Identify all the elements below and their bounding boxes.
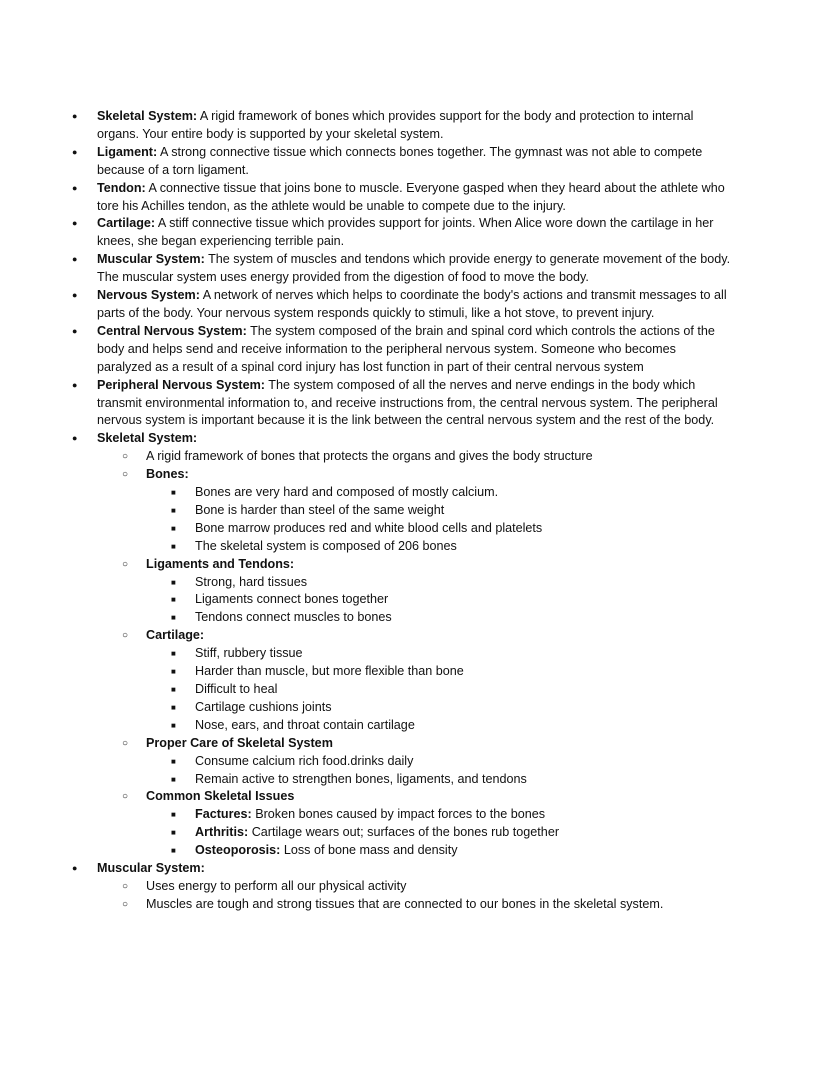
definition-term: Skeletal System:: [97, 109, 198, 123]
issue-text: Cartilage wears out; surfaces of the bones rub together: [251, 825, 560, 840]
list-item: ■ Bone is harder than steel of the same weight: [195, 502, 732, 520]
definition-term: Nervous System:: [97, 288, 200, 303]
issue-term: Factures:: [195, 807, 252, 822]
ligaments-heading: Ligaments and Tendons:: [146, 556, 295, 571]
list-item: [195, 842, 732, 860]
cartilage-heading: Cartilage:: [146, 628, 205, 643]
skeletal-sublist: [146, 448, 732, 860]
bones-list: [195, 484, 732, 556]
definition-item: [0, 287, 828, 323]
list-item: ■ Remain active to strengthen bones, ligaments, and tendons: [195, 771, 732, 789]
ligaments-section: [146, 556, 732, 628]
definition-item: [0, 323, 828, 377]
definition-item: [0, 180, 828, 216]
care-list: [195, 753, 732, 789]
list-item: ■ Harder than muscle, but more flexible than bone: [195, 663, 732, 681]
definition-term: Tendon:: [97, 180, 146, 195]
list-item: ■ The skeletal system is composed of 206 bones: [195, 538, 732, 556]
definition-text: The system composed of the brain and spinal cord which controls the actions of the body and helps send and receive information to the peripheral nervous system. Someone who becomes paralyzed as a result of a spinal cord injury has lost function in part of their central nervous system: [97, 323, 715, 374]
list-item: ■ Consume calcium rich food.drinks daily: [195, 753, 732, 771]
muscular-sublist: [146, 878, 732, 914]
skeletal-heading: Skeletal System:: [97, 431, 198, 446]
care-heading: Proper Care of Skeletal System: [146, 735, 333, 750]
issues-list: [195, 806, 732, 860]
list-item: [195, 806, 732, 824]
definition-term: Central Nervous System:: [97, 323, 247, 338]
definition-text: The system of muscles and tendons which provide energy to generate movement of the body. The muscular system uses energy provided from the digestion of food to move the body.: [97, 252, 731, 285]
list-item: ○ Muscles are tough and strong tissues that are connected to our bones in the skeletal system.: [146, 896, 732, 914]
list-item: ■ Strong, hard tissues: [195, 574, 732, 592]
muscular-heading: Muscular System:: [97, 861, 205, 876]
list-item: ■ Nose, ears, and throat contain cartilage: [195, 717, 732, 735]
list-item: ■ Bones are very hard and composed of mostly calcium.: [195, 484, 732, 502]
list-item: ■ Tendons connect muscles to bones: [195, 609, 732, 627]
definition-text: A rigid framework of bones which provides support for the body and protection to internal organs. Your entire body is supported by your skeletal system.: [97, 109, 694, 141]
issue-term: Arthritis:: [195, 825, 249, 840]
issue-term: Osteoporosis:: [195, 843, 281, 858]
definition-term: Cartilage:: [97, 216, 156, 231]
issues-heading: Common Skeletal Issues: [146, 789, 295, 804]
issue-text: Loss of bone mass and density: [283, 843, 458, 858]
cartilage-section: [146, 627, 732, 734]
list-item: ■ Bone marrow produces red and white blood cells and platelets: [195, 520, 732, 538]
definition-term: Muscular System:: [97, 252, 205, 267]
skeletal-section: [0, 430, 828, 860]
document-page: [0, 108, 828, 914]
ligaments-list: [195, 574, 732, 628]
care-section: [146, 735, 732, 789]
bones-section: [146, 466, 732, 556]
definition-item: [0, 144, 828, 180]
definition-text: A stiff connective tissue which provides support for joints. When Alice wore down the cartilage in her knees, she began experiencing terrible pain.: [97, 216, 714, 249]
list-item: ■ Cartilage cushions joints: [195, 699, 732, 717]
definition-item: [0, 108, 828, 144]
notes-list: [0, 108, 828, 914]
cartilage-list: [195, 645, 732, 735]
definition-text: A network of nerves which helps to coordinate the body's actions and transmit messages to all parts of the body. Your nervous system responds quickly to stimuli, like a hot stove, to prevent injury.: [97, 288, 727, 320]
bones-heading: Bones:: [146, 467, 189, 482]
issue-text: Broken bones caused by impact forces to the bones: [255, 807, 546, 822]
definition-item: [0, 215, 828, 251]
muscular-section: [0, 860, 828, 914]
list-item: ■ Difficult to heal: [195, 681, 732, 699]
definition-term: Ligament:: [97, 144, 158, 159]
definition-text: A connective tissue that joins bone to muscle. Everyone gasped when they heard about the athlete who tore his Achilles tendon, as the athlete would be unable to compete due to the injury.: [97, 180, 725, 213]
issues-section: [146, 788, 732, 860]
definition-term: Peripheral Nervous System:: [97, 377, 265, 392]
definition-item: [0, 251, 828, 287]
list-item: ■ Stiff, rubbery tissue: [195, 645, 732, 663]
list-item: ■ Ligaments connect bones together: [195, 591, 732, 609]
list-item: [195, 824, 732, 842]
list-item: ○ Uses energy to perform all our physical activity: [146, 878, 732, 896]
definition-item: [0, 377, 828, 431]
definition-text: A strong connective tissue which connects bones together. The gymnast was not able to compete because of a torn ligament.: [97, 144, 703, 177]
definition-text: The system composed of all the nerves and nerve endings in the body which transmit environmental information to, and receive instructions from, the central nervous system. The peripheral nervous system is important because it is the link between the central nervous system and the rest of the body.: [97, 377, 718, 428]
skeletal-intro: ○ A rigid framework of bones that protects the organs and gives the body structure: [146, 448, 732, 466]
